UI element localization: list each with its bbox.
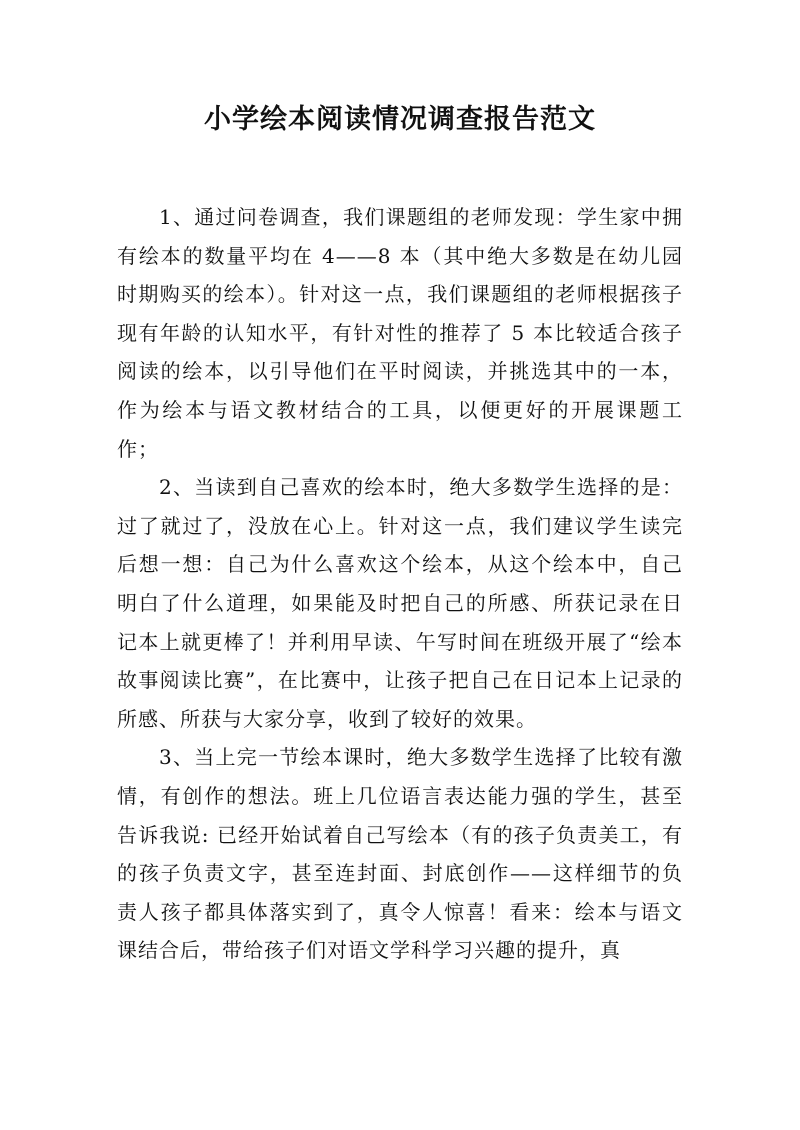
paragraph-3: 3、当上完一节绘本课时，绝大多数学生选择了比较有激情，有创作的想法。班上几位语言表达能力强的学生，甚至告诉我说: 已经开始试着自己写绘本（有的孩子负责美工，有的孩子负责文字，甚至连封面、封底创作——这样细节的负责人孩子都具体落实到了，真令人惊喜！看来：绘本与语文课结合后，带给孩子们对语文学科学习兴趣的提升，真: [117, 745, 683, 963]
paragraph-2: 2、当读到自己喜欢的绘本时，绝大多数学生选择的是：过了就过了，没放在心上。针对这一点，我们建议学生读完后想一想：自己为什么喜欢这个绘本，从这个绘本中，自己明白了什么道理，如果能及时把自己的所感、所获记录在日记本上就更棒了！并利用早读、午写时间在班级开展了“绘本故事阅读比赛”，在比赛中，让孩子把自己在日记本上记录的所感、所获与大家分享，收到了较好的效果。: [117, 475, 683, 731]
document-body: [117, 198, 683, 970]
document-title: 小学绘本阅读情况调查报告范文: [204, 104, 596, 135]
paragraph-1: 1、通过问卷调查，我们课题组的老师发现：学生家中拥有绘本的数量平均在 4——8 本（其中绝大多数是在幼儿园时期购买的绘本）。针对这一点，我们课题组的老师根据孩子现有年龄的认知水平，有针对性的推荐了 5 本比较适合孩子阅读的绘本，以引导他们在平时阅读，并挑选其中的一本，作为绘本与语文教材结合的工具，以便更好的开展课题工作；: [117, 205, 683, 461]
